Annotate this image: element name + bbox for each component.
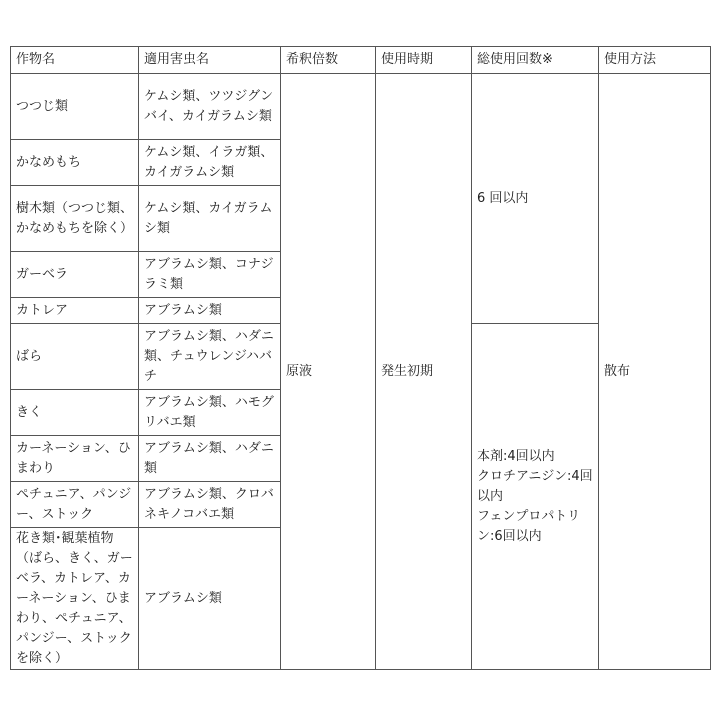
header-pest: 適用害虫名	[139, 47, 281, 74]
pest-cell: アブラムシ類、ハモグリバエ類	[139, 390, 281, 436]
header-crop: 作物名	[11, 47, 139, 74]
crop-cell: きく	[11, 390, 139, 436]
count-cell-b	[472, 324, 599, 670]
count-b-line: クロチアニジン:4回以内	[477, 468, 593, 504]
crop-cell: ばら	[11, 324, 139, 390]
header-timing: 使用時期	[376, 47, 472, 74]
timing-cell: 発生初期	[376, 74, 472, 670]
header-dilution: 希釈倍数	[281, 47, 376, 74]
dilution-cell: 原液	[281, 74, 376, 670]
header-row	[11, 47, 711, 74]
crop-cell: カーネーション、ひまわり	[11, 436, 139, 482]
pest-cell: アブラムシ類、クロバネキノコバエ類	[139, 482, 281, 528]
header-count: 総使用回数※	[472, 47, 599, 74]
crop-cell: カトレア	[11, 298, 139, 324]
pest-cell: アブラムシ類	[139, 298, 281, 324]
method-cell: 散布	[599, 74, 711, 670]
pest-cell: アブラムシ類、ハダニ類、チュウレンジハバチ	[139, 324, 281, 390]
pest-cell: ケムシ類、ツツジグンバイ、カイガラムシ類	[139, 74, 281, 140]
count-b-line: フェンプロパトリン:6回以内	[477, 508, 581, 544]
crop-cell: 花き類･観葉植物（ばら、きく、ガーベラ、カトレア、カーネーション、ひまわり、ペチュニア、パンジー、ストックを除く）	[11, 528, 139, 670]
pest-cell: アブラムシ類、ハダニ類	[139, 436, 281, 482]
crop-cell: ガーベラ	[11, 252, 139, 298]
header-method: 使用方法	[599, 47, 711, 74]
pest-cell: アブラムシ類、コナジラミ類	[139, 252, 281, 298]
count-b-line: 本剤:4回以内	[477, 448, 555, 464]
table-row	[11, 74, 711, 140]
pest-cell: ケムシ類、イラガ類、カイガラムシ類	[139, 140, 281, 186]
crop-cell: 樹木類（つつじ類、かなめもちを除く）	[11, 186, 139, 252]
pest-cell: ケムシ類、カイガラムシ類	[139, 186, 281, 252]
crop-cell: ペチュニア、パンジー、ストック	[11, 482, 139, 528]
crop-cell: つつじ類	[11, 74, 139, 140]
pesticide-usage-table	[10, 46, 711, 670]
pest-cell: アブラムシ類	[139, 528, 281, 670]
crop-cell: かなめもち	[11, 140, 139, 186]
count-cell-a: 6 回以内	[472, 74, 599, 324]
